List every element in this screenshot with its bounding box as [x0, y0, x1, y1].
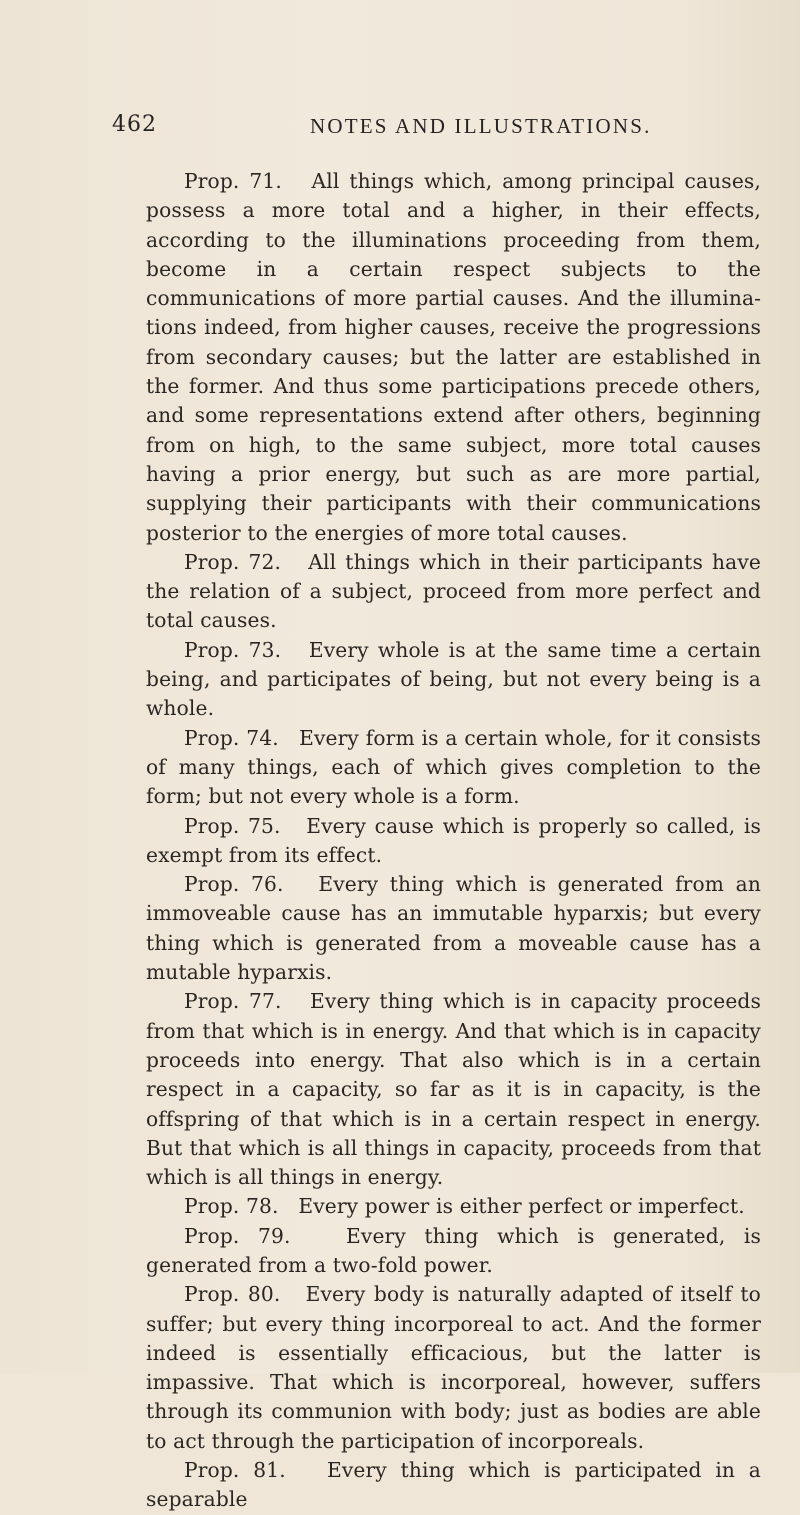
proposition-73	[146, 636, 761, 724]
proposition-text: Every thing which is generated, is generated from a two-fold power.	[146, 1223, 762, 1277]
proposition-72	[146, 548, 761, 636]
proposition-text: Every form is a certain whole, for it consists of many things, each of which gives completion to the form; but not every whole is a form.	[146, 725, 761, 809]
page-header	[110, 112, 760, 144]
proposition-77	[146, 987, 761, 1192]
proposition-number: Prop. 74.	[184, 725, 279, 750]
proposition-78	[146, 1192, 761, 1221]
proposition-text: All things which in their participants have the relation of a subject, proceed from more perfect and total causes.	[146, 549, 761, 633]
proposition-number: Prop. 79.	[184, 1223, 291, 1248]
proposition-75	[146, 812, 761, 871]
proposition-text: Every power is either perfect or imperfect.	[298, 1194, 745, 1219]
proposition-text: Every thing which is participated in a separable	[146, 1458, 761, 1512]
proposition-number: Prop. 76.	[184, 872, 284, 897]
proposition-79	[146, 1222, 761, 1281]
proposition-text: Every thing which is in capacity proceeds from that which is in energy. And that which is in capacity proceeds into energy. That also which is in a certain respect in a capacity, so far as it is in capacity, is the offspring of that which is in a certain respect in energy. But that which is all things in capacity, proceeds from that which is all things in energy.	[146, 989, 761, 1190]
running-title: NOTES AND ILLUSTRATIONS.	[310, 114, 652, 138]
proposition-text: All things which, among principal causes, possess a more total and a higher, in their effects, according to the illuminations proceeding from them, become in a certain respect subjects to the communications of more partial causes. And the illuminations indeed, from higher causes, receive the progressions from secondary causes; but the latter are established in the former. And thus some participations precede others, and some representations extend after others, beginning from on high, to the same subject, more total causes having a prior energy, but such as are more partial, supplying their participants with their communications posterior to the energies of more total causes.	[146, 169, 761, 545]
proposition-number: Prop. 75.	[184, 813, 281, 838]
proposition-76	[146, 870, 761, 987]
proposition-text: Every cause which is properly so called, is exempt from its effect.	[146, 813, 761, 867]
proposition-71	[146, 167, 761, 548]
proposition-text: Every whole is at the same time a certain being, and participates of being, but not every being is a whole.	[146, 637, 761, 721]
proposition-74	[146, 724, 761, 812]
page-number: 462	[112, 112, 157, 137]
proposition-number: Prop. 81.	[184, 1458, 286, 1483]
proposition-text: Every thing which is generated from an immoveable cause has an immutable hyparxis; but every thing which is generated from a moveable cause has a mutable hyparxis.	[146, 872, 761, 985]
proposition-number: Prop. 78.	[184, 1194, 279, 1219]
proposition-number: Prop. 71.	[184, 169, 282, 193]
proposition-number: Prop. 73.	[184, 637, 282, 662]
proposition-number: Prop. 72.	[184, 549, 282, 574]
body-text	[146, 167, 761, 1515]
proposition-number: Prop. 80.	[184, 1282, 281, 1307]
proposition-80	[146, 1280, 761, 1456]
proposition-text: Every body is naturally adapted of itself to suffer; but every thing incorporeal to act. And the former indeed is essentially efficacious, but the latter is impassive. That which is incorporeal, however, suffers through its communion with body; just as bodies are able to act through the participation of incorporeals.	[146, 1282, 761, 1453]
proposition-81	[146, 1456, 761, 1515]
proposition-number: Prop. 77.	[184, 989, 282, 1014]
